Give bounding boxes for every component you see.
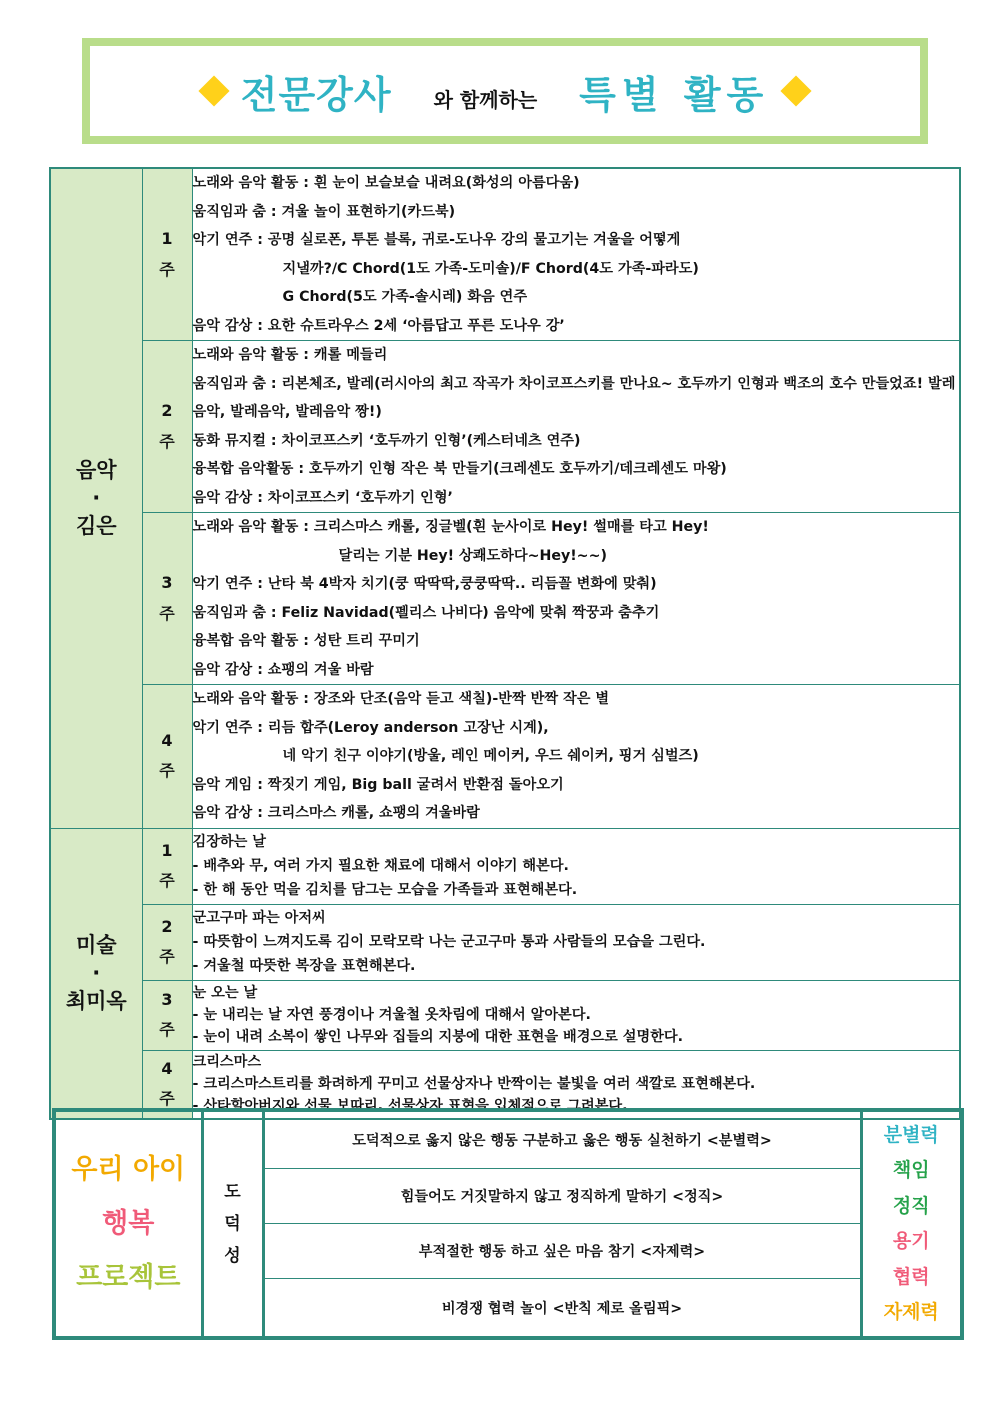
- subject-name: 미술: [75, 932, 117, 957]
- week-unit: 주: [159, 259, 175, 279]
- subject-name: 음악: [75, 457, 117, 482]
- week-number: 1: [161, 840, 173, 860]
- week-content: [192, 980, 960, 1050]
- activity-line: - 눈이 내려 소복이 쌓인 나무와 집들의 지붕에 대한 표현을 배경으로 설명한다.: [192, 1029, 683, 1045]
- activity-line: - 눈 내리는 날 자연 풍경이나 겨울철 옷차림에 대해서 알아본다.: [192, 1007, 591, 1023]
- table-row: [50, 341, 960, 513]
- week-cell: [142, 904, 192, 980]
- subject-dot: ·: [92, 486, 101, 511]
- table-row: [50, 168, 960, 341]
- week-number: 4: [161, 730, 173, 750]
- category-cell: [202, 1110, 263, 1338]
- activity-line: 동화 뮤지컬 : 차이코프스키 ‘호두까기 인형’(케스터네츠 연주): [192, 432, 581, 449]
- week-unit: 주: [159, 431, 175, 451]
- header-title-left: 전문강사: [240, 72, 392, 117]
- activity-line: 음악 감상 : 차이코프스키 ‘호두까기 인형’: [192, 489, 453, 506]
- subject-cell-art: [50, 828, 142, 1119]
- value-label: 용기: [892, 1230, 930, 1252]
- week-cell: [142, 685, 192, 829]
- activity-line: 크리스마스: [192, 1054, 262, 1071]
- activity-line: 노래와 음악 활동 : 캐롤 메들리: [192, 347, 388, 363]
- activity-line: 네 악기 친구 이야기(방울, 레인 메이커, 우드 쉐이커, 핑거 심벌즈): [282, 748, 699, 764]
- week-content: [192, 904, 960, 980]
- subject-cell-music: [50, 168, 142, 828]
- project-activity: 도덕적으로 옳지 않은 행동 구분하고 옳은 행동 실천하기 <분별력>: [263, 1110, 861, 1169]
- activity-line: - 한 해 동안 먹을 김치를 담그는 모습을 가족들과 표현해본다.: [192, 882, 578, 898]
- value-label: 정직: [892, 1194, 930, 1217]
- activity-line: - 크리스마스트리를 화려하게 꾸미고 선물상자나 반짝이는 불빛을 여러 색깔로 표현해본다.: [192, 1076, 756, 1093]
- activity-line: - 겨울철 따뜻한 복장을 표현해본다.: [192, 958, 416, 974]
- subject-dot: ·: [92, 961, 101, 986]
- week-content: [192, 828, 960, 904]
- week-content: [192, 341, 960, 513]
- activity-line: 움직임과 춤 : Feliz Navidad(펠리스 나비다) 음악에 맞춰 짝꿍과 춤추기: [192, 604, 660, 621]
- table-row: [50, 904, 960, 980]
- activity-line: 음악 게임 : 짝짓기 게임, Big ball 굴려서 반환점 돌아오기: [192, 776, 564, 793]
- week-number: 3: [161, 989, 173, 1009]
- activity-line: 움직임과 춤 : 겨울 놀이 표현하기(카드북): [192, 203, 456, 220]
- week-number: 2: [161, 401, 173, 421]
- project-title-cell: [54, 1110, 202, 1338]
- activity-line: 지낼까?/C Chord(1도 가족-도미솔)/F Chord(4도 가족-파라도): [282, 260, 699, 277]
- activity-line: 노래와 음악 활동 : 흰 눈이 보슬보슬 내려요(화성의 아름다움): [192, 175, 580, 191]
- table-row: [50, 980, 960, 1050]
- activity-line: 움직임과 춤 : 리본체조, 발레(러시아의 최고 작곡가 차이코프스키를 만나요~ 호두까기 인형과 백조의 호수 만들었죠! 발레음악, 발레음악, 발레음악 짱!): [192, 375, 956, 420]
- table-row: [50, 685, 960, 829]
- week-unit: 주: [159, 1089, 175, 1109]
- teacher-name: 최미옥: [65, 989, 127, 1014]
- project-title-line: 행복: [102, 1208, 155, 1239]
- project-activity: 힘들어도 거짓말하지 않고 정직하게 말하기 <정직>: [263, 1169, 861, 1224]
- activity-line: 눈 오는 날: [192, 985, 258, 1001]
- activity-line: 김장하는 날: [192, 834, 266, 850]
- value-label: 책임: [892, 1159, 930, 1181]
- activity-line: - 배추와 무, 여러 가지 필요한 채료에 대해서 이야기 해본다.: [192, 858, 569, 874]
- project-activity: 비경쟁 협력 놀이 <반칙 제로 올림픽>: [263, 1279, 861, 1338]
- week-content: [192, 513, 960, 685]
- table-row: [50, 513, 960, 685]
- activity-line: 음악 감상 : 크리스마스 캐롤, 쇼팽의 겨울바람: [192, 805, 480, 821]
- activity-line: 악기 연주 : 공명 실로폰, 투톤 블록, 귀로-도나우 강의 물고기는 겨울을 어떻게: [192, 232, 681, 248]
- week-number: 2: [161, 916, 173, 936]
- header-title-middle: 와 함께하는: [433, 87, 538, 112]
- activity-line: 악기 연주 : 난타 북 4박자 치기(쿵 딱딱딱,쿵쿵딱딱.. 리듬꼴 변화에 맞춰): [192, 576, 657, 592]
- activity-schedule-table: [49, 167, 961, 1120]
- value-label: 분별력: [883, 1123, 939, 1146]
- page-header: [82, 38, 928, 144]
- activity-line: - 따뜻함이 느껴지도록 김이 모락모락 나는 군고구마 통과 사람들의 모습을 그린다.: [192, 934, 706, 950]
- week-unit: 주: [159, 603, 175, 623]
- header-title-right: 특별 활동: [579, 72, 770, 117]
- category-char: 도: [224, 1182, 241, 1202]
- activity-line: 음악 감상 : 요한 슈트라우스 2세 ‘아름답고 푸른 도나우 강’: [192, 317, 565, 334]
- week-unit: 주: [159, 761, 175, 781]
- week-cell: [142, 341, 192, 513]
- week-number: 4: [161, 1058, 173, 1078]
- diamond-icon: [781, 75, 812, 106]
- activity-line: 융복합 음악 활동 : 성탄 트리 꾸미기: [192, 633, 420, 649]
- project-activity: 부적절한 행동 하고 싶은 마음 참기 <자제력>: [263, 1224, 861, 1279]
- week-cell: [142, 828, 192, 904]
- week-cell: [142, 980, 192, 1050]
- week-content: [192, 685, 960, 829]
- happiness-project-table: [52, 1108, 964, 1340]
- activity-line: 노래와 음악 활동 : 장조와 단조(음악 듣고 색칠)-반짝 반짝 작은 별: [192, 691, 610, 707]
- week-cell: [142, 168, 192, 341]
- project-title-line: 우리 아이: [71, 1154, 186, 1185]
- activity-line: 군고구마 파는 아저씨: [192, 910, 326, 926]
- project-title-line: 프로젝트: [76, 1262, 181, 1293]
- week-unit: 주: [159, 947, 175, 966]
- activity-line: 달리는 기분 Hey! 상쾌도하다~Hey!~~): [338, 547, 607, 564]
- activity-line: 노래와 음악 활동 : 크리스마스 캐롤, 징글벨(흰 눈사이로 Hey! 썰매를 타고 Hey!: [192, 519, 709, 535]
- activity-line: 악기 연주 : 리듬 합주(Leroy anderson 고장난 시계),: [192, 719, 549, 736]
- week-unit: 주: [159, 1020, 175, 1039]
- week-content: [192, 168, 960, 341]
- values-cell: [861, 1110, 962, 1338]
- activity-line: 융복합 음악활동 : 호두까기 인형 작은 북 만들기(크레센도 호두까기/데크레센도 마왕): [192, 461, 727, 477]
- category-char: 성: [224, 1246, 241, 1266]
- week-number: 1: [161, 229, 173, 249]
- week-unit: 주: [159, 871, 175, 890]
- value-label: 협력: [892, 1265, 930, 1288]
- value-label: 자제력: [883, 1301, 939, 1323]
- diamond-icon: [198, 75, 229, 106]
- table-row: [54, 1110, 962, 1169]
- teacher-name: 김은: [75, 514, 117, 539]
- category-char: 덕: [224, 1214, 241, 1234]
- activity-line: G Chord(5도 가족-솔시레) 화음 연주: [282, 289, 528, 305]
- week-number: 3: [161, 573, 173, 593]
- activity-line: - 산타할아버지와 선물 보따리, 선물상자 표현을 입체적으로 그려본다.: [192, 1098, 628, 1115]
- table-row: [50, 828, 960, 904]
- week-cell: [142, 513, 192, 685]
- activity-line: 음악 감상 : 쇼팽의 겨울 바람: [192, 661, 374, 678]
